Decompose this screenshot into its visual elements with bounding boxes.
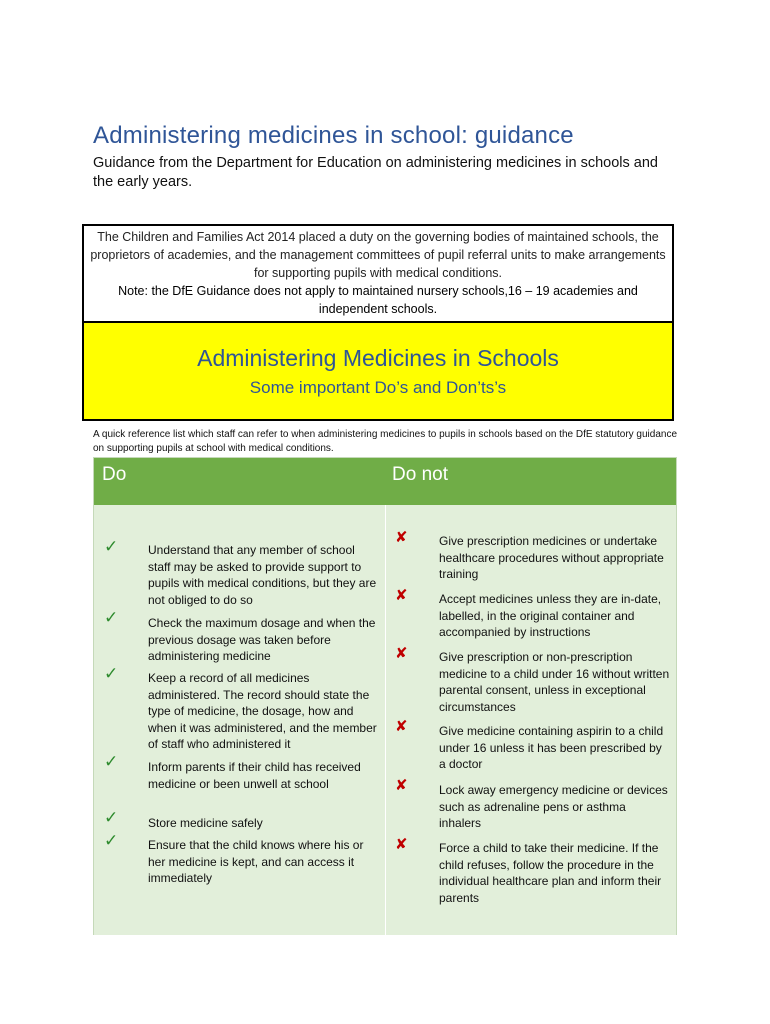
check-mark-icon: ✓: [104, 752, 119, 771]
donot-item: Give medicine containing aspirin to a child under 16 unless it has been prescribed by a doctor: [439, 724, 664, 771]
cross-mark-icon: ✘: [395, 645, 408, 662]
check-mark-icon: ✓: [104, 537, 119, 556]
donot-item: Lock away emergency medicine or devices such as adrenaline pens or asthma inhalers: [439, 783, 668, 830]
column-divider: [385, 505, 386, 935]
donot-item: Give prescription or non-prescription medicine to a child under 16 without written parental consent, unless in exceptional circumstances: [439, 650, 670, 714]
intro-text: A quick reference list which staff can refer to when administering medicines to pupils in schools based on the DfE statutory guidance on supporting pupils at school with medical conditions.: [93, 429, 678, 454]
page-title: Administering medicines in school: guidance: [93, 122, 574, 149]
check-mark-icon: ✓: [104, 808, 119, 827]
check-mark-icon: ✓: [104, 608, 119, 627]
do-item: Check the maximum dosage and when the previous dosage was taken before administering medicine: [148, 616, 376, 663]
banner-title: Administering Medicines in Schools: [197, 345, 559, 371]
do-item: Inform parents if their child has received medicine or been unwell at school: [148, 760, 361, 791]
cross-mark-icon: ✘: [395, 836, 408, 853]
cross-mark-icon: ✘: [395, 718, 408, 735]
cross-mark-icon: ✘: [395, 529, 408, 546]
legal-note: Note: the DfE Guidance does not apply to maintained nursery schools,16 – 19 academies and independent schools.: [118, 284, 638, 316]
do-item: Ensure that the child knows where his or her medicine is kept, and can access it immediately: [148, 838, 364, 885]
do-item: Keep a record of all medicines administered. The record should state the type of medicine, the dosage, how and when it was administered, and the member of staff who administered it: [148, 671, 377, 751]
page-subtitle: Guidance from the Department for Education on administering medicines in schools and the early years.: [93, 155, 658, 190]
donot-item: Force a child to take their medicine. If the child refuses, follow the procedure in the individual healthcare plan and inform their parents: [439, 841, 662, 905]
table-header: [94, 458, 676, 505]
dos-donts-banner: [82, 323, 674, 421]
do-column-header: Do: [102, 464, 127, 485]
do-item: Understand that any member of school staff may be asked to provide support to pupils with medical conditions, but they are not obliged to do so: [148, 543, 377, 607]
cross-mark-icon: ✘: [395, 777, 408, 794]
donot-item: Accept medicines unless they are in-date, labelled, in the original container and accompanied by instructions: [439, 592, 662, 639]
banner-subtitle: Some important Do’s and Don’ts’s: [249, 378, 507, 397]
check-mark-icon: ✓: [104, 664, 119, 683]
legal-notice-box: [82, 224, 674, 323]
donot-column-header: Do not: [392, 464, 448, 485]
do-item: Store medicine safely: [148, 816, 263, 830]
donot-item: Give prescription medicines or undertake healthcare procedures without appropriate training: [439, 534, 664, 581]
dos-donts-table: [93, 457, 677, 935]
cross-mark-icon: ✘: [395, 587, 408, 604]
check-mark-icon: ✓: [104, 831, 119, 850]
legal-paragraph: The Children and Families Act 2014 placed a duty on the governing bodies of maintained schools, the proprietors of academies, and the management committees of pupil referral units to make arrangements for supporting pupils with medical conditions.: [90, 230, 666, 280]
